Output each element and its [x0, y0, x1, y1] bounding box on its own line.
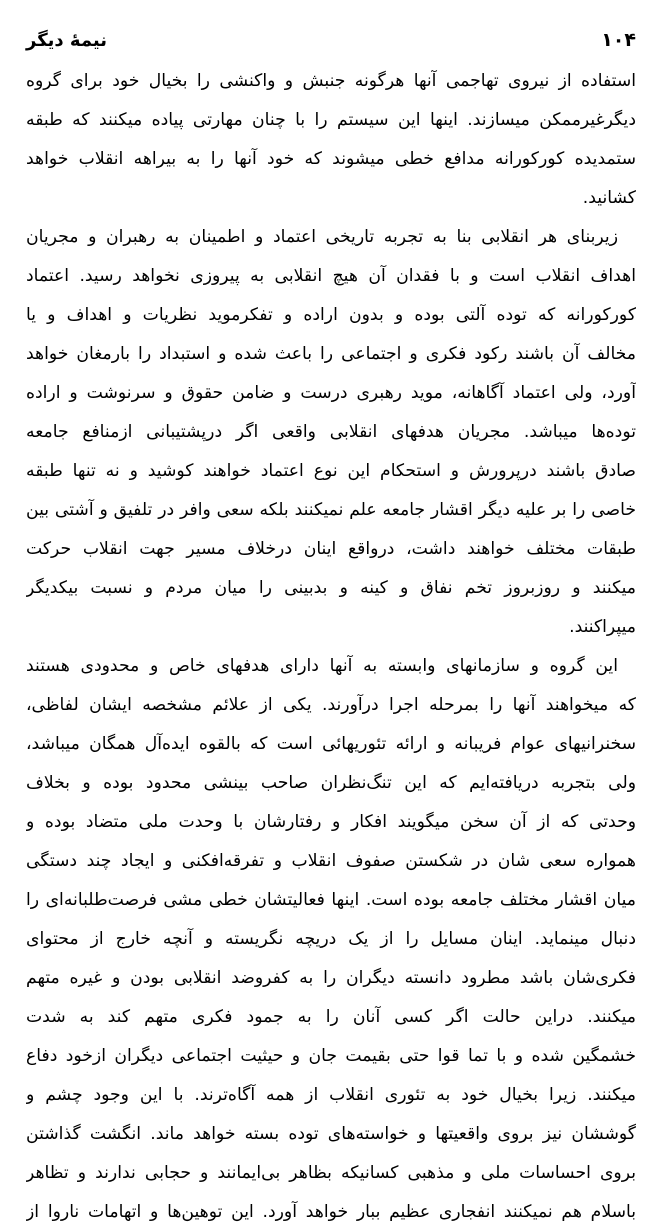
body-text	[26, 62, 636, 1232]
text-line: میکنند. دراین حالت اگر کسی آنان را به جمود فکری متهم کند به شدت	[26, 1007, 636, 1027]
text-line: همواره سعی شان در شکستن صفوف انقلاب و تفرقه‌افکنی و ایجاد چند دستگی	[26, 851, 636, 871]
text-line: که میخواهند آنها را بمرحله اجرا درآورند. یکی از علائم مشخصه ایشان لفاظی،	[26, 695, 636, 715]
text-line: دیگرغیرممکن میسازند. اینها این سیستم را با چنان مهارتی پیاده میکنند که طبقه	[26, 110, 636, 130]
text-line: کشانید.	[582, 188, 636, 208]
text-line: فکری‌شان باشد مطرود دانسته دیگران را به کفروضد انقلابی بودن و غیره متهم	[26, 968, 636, 988]
text-line: کورکورانه که توده آلتی بوده و بدون اراده و تفکرموید نظریات و اهداف و یا	[26, 305, 636, 325]
text-line: سخنرانیهای عوام فریبانه و ارائه تئوریهائی است که بالقوه ایده‌آل همگان میباشد،	[26, 734, 636, 754]
text-line: این گروه و سازمانهای وابسته به آنها دارای هدفهای خاص و محدودی هستند	[26, 656, 618, 676]
text-line: آورد، ولی اعتماد آگاهانه، موید رهبری درست و ضامن حقوق و سرنوشت و اراده	[26, 383, 636, 403]
text-line: خاصی را بر علیه دیگر اقشار جامعه علم نمیکنند بلکه سعی وافر در تلفیق و آشتی بین	[26, 500, 636, 520]
text-line: ستمدیده کورکورانه مدافع خطی میشوند که خود آنها را به بیراهه انقلاب خواهد	[26, 149, 636, 169]
text-line: وحدتی که از آن سخن میگویند افکار و رفتارشان با وحدت ملی متضاد بوده و	[26, 812, 636, 832]
text-line: طبقات مختلف خواهند داشت، درواقع اینان درخلاف مسیر جهت انقلاب حرکت	[26, 539, 636, 559]
text-line: صادق باشند درپرورش و استحکام این نوع اعتماد خواهند کوشید و نه تنها طبقه	[26, 461, 636, 481]
page-number: ۱۰۴	[601, 29, 636, 51]
text-line: میپراکنند.	[569, 617, 636, 637]
text-line: استفاده از نیروی تهاجمی آنها هرگونه جنبش و واکنشی را بخیال خود برای گروه	[26, 71, 636, 91]
text-line: دنبال مینماید. اینان مسایل را از یک دریچه نگریسته و آنچه خارج از محتوای	[26, 929, 636, 949]
text-line: خشمگین شده و با تما قوا حتی بقیمت جان و حیثیت اجتماعی دیگران ازخود دفاع	[26, 1046, 636, 1066]
text-line: میکنند و روزبروز تخم نفاق و کینه و بدبینی را میان مردم و نسبت بیکدیگر	[26, 578, 636, 598]
running-header	[26, 24, 636, 56]
text-line: بروی احساسات ملی و مذهبی کسانیکه بظاهر بی‌ایمانند و حجابی ندارند و تظاهر	[26, 1163, 636, 1183]
text-line: ولی بتجربه دریافته‌ایم که این تنگ‌نظران صاحب بینشی محدود بوده و بخلاف	[26, 773, 636, 793]
text-line: باسلام هم نمیکنند انفجاری عظیم ببار خواهد آورد. این توهین‌ها و اتهامات ناروا از	[26, 1202, 636, 1222]
text-line: توده‌ها میباشد. مجریان هدفهای انقلابی واقعی اگر درپشتیبانی ازمنافع جامعه	[26, 422, 636, 442]
text-line: اهداف انقلاب است و با فقدان آن هیچ انقلابی به پیروزی نخواهد رسید. اعتماد	[26, 266, 636, 286]
paragraph-1	[26, 62, 636, 218]
text-line: مخالف آن باشند رکود فکری و اجتماعی را باعث شده و استبداد را بارمغان خواهد	[26, 344, 636, 364]
paragraph-3	[26, 647, 636, 1232]
text-line: میان اقشار مختلف جامعه بوده است. اینها فعالیتشان خطی مشی فرصت‌طلبانه‌ای را	[26, 890, 636, 910]
text-line: گوششان نیز بروی واقعیتها و خواسته‌های توده بسته خواهد ماند. انگشت گذاشتن	[26, 1124, 636, 1144]
running-title: نیمهٔ دیگر	[26, 29, 108, 51]
text-line: میکنند. زیرا بخیال خود به تئوری انقلاب از همه آگاه‌ترند. با این وجود چشم و	[26, 1085, 636, 1105]
text-line: زیربنای هر انقلابی بنا به تجربه تاریخی اعتماد و اطمینان به رهبران و مجریان	[26, 227, 618, 247]
paragraph-2	[26, 218, 636, 647]
